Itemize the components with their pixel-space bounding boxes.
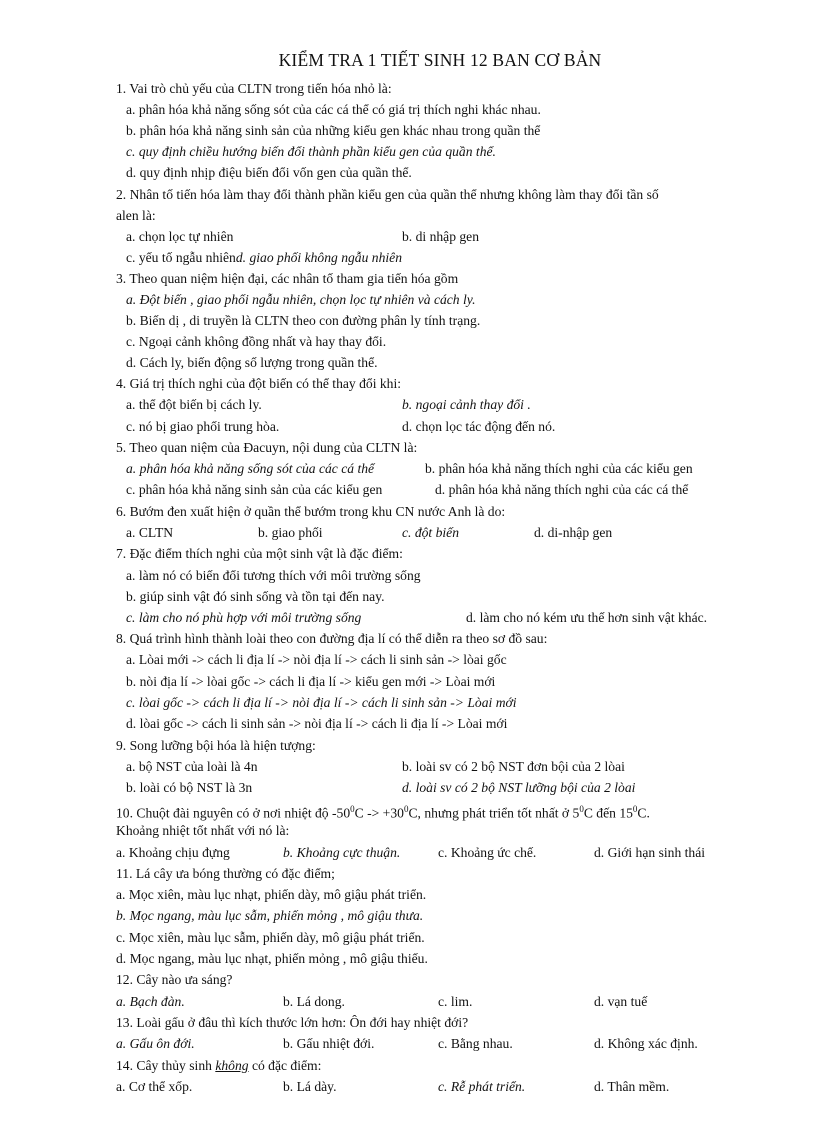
question-11: 11. Lá cây ưa bóng thường có đặc điểm; (116, 866, 335, 881)
q2-option-c-d (126, 249, 402, 266)
q2-option-a: a. chọn lọc tự nhiên (126, 229, 234, 244)
q8-option-b: b. nòi địa lí -> lòai gốc -> cách li địa lí -> kiểu gen mới -> Lòai mới (126, 674, 496, 689)
q14-option-c: c. Rễ phát triển. (438, 1079, 526, 1094)
q8-option-d: d. lòai gốc -> cách li sinh sản -> nòi địa lí -> cách li địa lí -> Lòai mới (126, 716, 508, 731)
question-12: 12. Cây nào ưa sáng? (116, 972, 233, 987)
q2-option-d: d. giao phối không ngẫu nhiên (235, 250, 402, 265)
q4-option-a: a. thể đột biến bị cách ly. (126, 397, 262, 412)
question-2: 2. Nhân tố tiến hóa làm thay đổi thành phần kiểu gen của quần thể nhưng không làm thay đổi tần số (116, 187, 659, 202)
q13-option-d: d. Không xác định. (594, 1036, 698, 1051)
q1-option-c: c. quy định chiều hướng biến đổi thành phần kiểu gen của quần thể. (126, 144, 496, 159)
q10-option-b: b. Khoảng cực thuận. (283, 845, 401, 860)
q12-option-b: b. Lá dong. (283, 994, 345, 1009)
q4-option-c: c. nó bị giao phối trung hòa. (126, 419, 280, 434)
q5-option-c: c. phân hóa khả năng sinh sản của các kiểu gen (126, 482, 383, 497)
q1-option-a: a. phân hóa khả năng sống sót của các cá thể có giá trị thích nghi khác nhau. (126, 102, 541, 117)
question-7: 7. Đặc điểm thích nghi của một sinh vật là đặc điểm: (116, 546, 403, 561)
q14-option-b: b. Lá dày. (283, 1079, 337, 1094)
q7-option-c: c. làm cho nó phù hợp với môi trường sống (126, 610, 362, 625)
q14-option-a: a. Cơ thể xốp. (116, 1079, 193, 1094)
q14-option-d: d. Thân mềm. (594, 1079, 670, 1094)
q3-option-c: c. Ngoại cảnh không đồng nhất và hay thay đổi. (126, 334, 387, 349)
q4-option-b: b. ngoại cảnh thay đổi . (402, 397, 531, 412)
q4-option-d: d. chọn lọc tác động đến nó. (402, 419, 556, 434)
q13-option-b: b. Gấu nhiệt đới. (283, 1036, 375, 1051)
q12-option-d: d. vạn tuế (594, 994, 648, 1009)
q11-option-a: a. Mọc xiên, màu lục nhạt, phiến dày, mô giậu phát triển. (116, 887, 427, 902)
underlined-negation: không (215, 1058, 249, 1073)
question-10-cont: Khoảng nhiệt tốt nhất với nó là: (116, 823, 290, 838)
q9-option-a: a. bộ NST của loài là 4n (126, 759, 258, 774)
q7-option-b: b. giúp sinh vật đó sinh sống và tồn tại đến nay. (126, 589, 385, 604)
question-2-cont: alen là: (116, 208, 156, 223)
q6-option-d: d. di-nhập gen (534, 525, 613, 540)
q12-option-c: c. lim. (438, 994, 473, 1009)
q3-option-a: a. Đột biến , giao phối ngẫu nhiên, chọn lọc tự nhiên và cách ly. (126, 292, 476, 307)
q9-option-c: b. loài có bộ NST là 3n (126, 780, 253, 795)
question-10: 10. Chuột đài nguyên có ở nơi nhiệt độ $-50^0C -> +30^0C$, nhưng phát triển tốt nhất ở $5^0C$ đến $15^0C$. (116, 804, 650, 821)
q3-option-b: b. Biến dị , di truyền là CLTN theo con đường phân ly tính trạng. (126, 313, 481, 328)
q10-option-a: a. Khoảng chịu đựng (116, 845, 230, 860)
q6-option-b: b. giao phối (258, 525, 323, 540)
q12-option-a: a. Bạch đàn. (116, 994, 185, 1009)
q6-option-a: a. CLTN (126, 525, 174, 540)
q3-option-d: d. Cách ly, biến động số lượng trong quần thể. (126, 355, 378, 370)
page-title: KIỂM TRA 1 TIẾT SINH 12 BAN CƠ BẢN (278, 50, 602, 70)
q6-option-c: c. đột biến (402, 525, 460, 540)
question-4: 4. Giá trị thích nghi của đột biến có thể thay đổi khi: (116, 376, 402, 391)
question-8: 8. Quá trình hình thành loài theo con đường địa lí có thể diễn ra theo sơ đồ sau: (116, 631, 548, 646)
question-9: 9. Song lưỡng bội hóa là hiện tượng: (116, 738, 316, 753)
question-5: 5. Theo quan niệm của Đacuyn, nội dung của CLTN là: (116, 440, 418, 455)
q11-option-b: b. Mọc ngang, màu lục sẫm, phiến mỏng , mô giậu thưa. (116, 908, 424, 923)
question-6: 6. Bướm đen xuất hiện ở quần thể bướm trong khu CN nước Anh là do: (116, 504, 506, 519)
q1-option-b: b. phân hóa khả năng sinh sản của những kiểu gen khác nhau trong quần thể (126, 123, 541, 138)
question-1: 1. Vai trò chủ yếu của CLTN trong tiến hóa nhỏ là: (116, 81, 392, 96)
q9-option-d: d. loài sv có 2 bộ NST lưỡng bội của 2 lòai (402, 780, 636, 795)
question-3: 3. Theo quan niệm hiện đại, các nhân tố tham gia tiến hóa gồm (116, 271, 459, 286)
q9-option-b: b. loài sv có 2 bộ NST đơn bội của 2 lòai (402, 759, 625, 774)
q13-option-c: c. Bằng nhau. (438, 1036, 513, 1051)
q10-option-d: d. Giới hạn sinh thái (594, 845, 706, 860)
q1-option-d: d. quy định nhịp điệu biến đổi vốn gen của quần thể. (126, 165, 412, 180)
q8-option-a: a. Lòai mới -> cách li địa lí -> nòi địa lí -> cách li sinh sản -> lòai gốc (126, 652, 507, 667)
q7-option-a: a. làm nó có biến đổi tương thích với môi trường sống (126, 568, 421, 583)
q5-option-a: a. phân hóa khả năng sống sót của các cá thể (126, 461, 375, 476)
q5-option-b: b. phân hóa khả năng thích nghi của các kiểu gen (425, 461, 693, 476)
q13-option-a: a. Gấu ôn đới. (116, 1036, 195, 1051)
q11-option-c: c. Mọc xiên, màu lục sẫm, phiến dày, mô giậu phát triển. (116, 930, 425, 945)
q8-option-c: c. lòai gốc -> cách li địa lí -> nòi địa lí -> cách li sinh sản -> Lòai mới (126, 695, 517, 710)
q11-option-d: d. Mọc ngang, màu lục nhạt, phiến mỏng , mô giậu thiếu. (116, 951, 428, 966)
question-13: 13. Loài gấu ở đâu thì kích thước lớn hơn: Ôn đới hay nhiệt đới? (116, 1015, 469, 1030)
q7-option-d: d. làm cho nó kém ưu thế hơn sinh vật khác. (466, 610, 708, 625)
q2-option-b: b. di nhập gen (402, 229, 480, 244)
question-14: 14. Cây thủy sinh không có đặc điểm: (116, 1058, 322, 1073)
q2-option-c: c. yếu tố ngẫu nhiên (126, 250, 236, 265)
q10-option-c: c. Khoảng ức chế. (438, 845, 537, 860)
q5-option-d: d. phân hóa khả năng thích nghi của các cá thể (435, 482, 689, 497)
